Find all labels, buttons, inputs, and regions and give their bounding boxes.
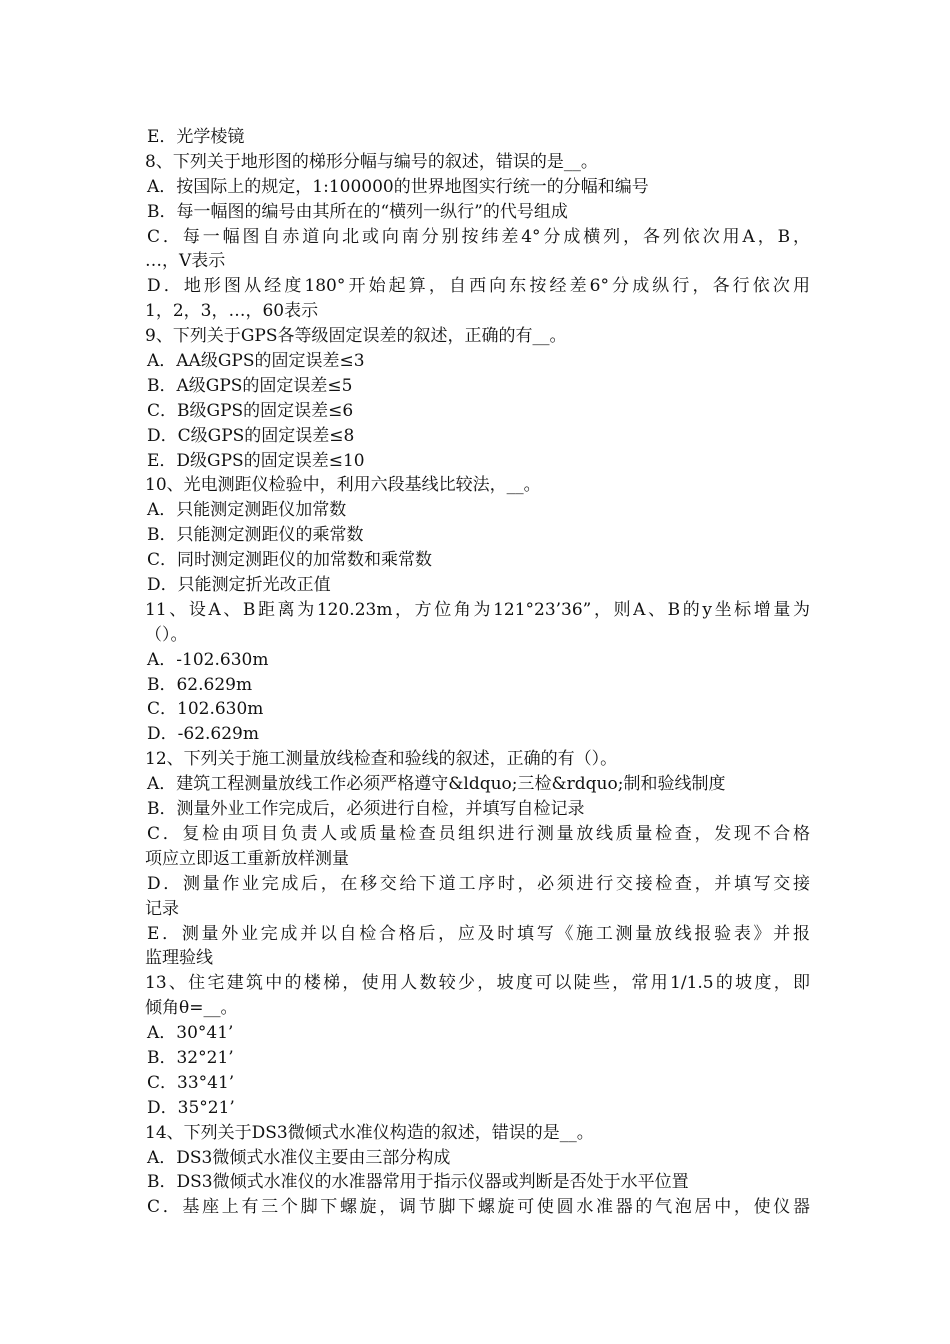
option-line: A．AA级GPS的固定误差≤3 [147, 351, 365, 372]
option-line: E．D级GPS的固定误差≤10 [147, 450, 365, 471]
option-line: E．测量外业完成并以自检合格后，应及时填写《施工测量放线报验表》并报 [147, 923, 810, 944]
question-line: 10、光电测距仪检验中，利用六段基线比较法，__。 [145, 475, 541, 496]
option-line: D．地形图从经度180°开始起算，自西向东按经差6°分成纵行，各行依次用 [147, 276, 810, 297]
continuation-line: （）。 [145, 624, 188, 645]
question-line: 9、下列关于GPS各等级固定误差的叙述，正确的有__。 [145, 326, 567, 347]
option-line: D．测量作业完成后，在移交给下道工序时，必须进行交接检查，并填写交接 [147, 873, 810, 894]
option-line: B．62.629m [147, 674, 253, 695]
option-line: A．建筑工程测量放线工作必须严格遵守&ldquo;三检&rdquo;制和验线制度 [147, 774, 726, 795]
option-line: C．102.630m [147, 699, 264, 720]
continuation-line: 记录 [145, 898, 179, 919]
option-line: C．B级GPS的固定误差≤6 [147, 400, 354, 421]
question-line: 12、下列关于施工测量放线检查和验线的叙述，正确的有（）。 [145, 749, 618, 770]
option-line: C．复检由项目负责人或质量检查员组织进行测量放线质量检查，发现不合格 [147, 823, 810, 844]
option-line: C．每一幅图自赤道向北或向南分别按纬差4°分成横列，各列依次用A，B， [147, 226, 810, 247]
option-line: B．测量外业工作完成后，必须进行自检，并填写自检记录 [147, 799, 585, 820]
document-body [145, 125, 810, 1220]
option-line: B．32°21’ [147, 1047, 234, 1068]
option-line: C．基座上有三个脚下螺旋，调节脚下螺旋可使圆水准器的气泡居中，使仪器 [147, 1197, 810, 1218]
option-line: B．DS3微倾式水准仪的水准器常用于指示仪器或判断是否处于水平位置 [147, 1172, 689, 1193]
option-line: A．只能测定测距仪加常数 [147, 500, 347, 521]
option-line: C．同时测定测距仪的加常数和乘常数 [147, 550, 433, 571]
continuation-line: 项应立即返工重新放样测量 [145, 848, 349, 869]
continuation-line: …，V表示 [145, 251, 226, 272]
option-line: B．只能测定测距仪的乘常数 [147, 525, 364, 546]
question-line: 8、下列关于地形图的梯形分幅与编号的叙述，错误的是__。 [145, 151, 598, 172]
option-line: A．DS3微倾式水准仪主要由三部分构成 [147, 1147, 451, 1168]
continuation-line: 1，2，3，…，60表示 [145, 301, 319, 322]
option-line: B．每一幅图的编号由其所在的“横列一纵行”的代号组成 [147, 201, 568, 222]
option-line: D．-62.629m [147, 724, 259, 745]
question-line: 14、下列关于DS3微倾式水准仪构造的叙述，错误的是__。 [145, 1122, 594, 1143]
question-line: 11、设A、B距离为120.23m，方位角为121°23’36”，则A、B的y坐标增量为 [145, 599, 810, 620]
option-line: D．35°21’ [147, 1097, 235, 1118]
option-line: A．-102.630m [147, 649, 269, 670]
continuation-line: 倾角θ=__。 [145, 998, 238, 1019]
option-line: A．30°41’ [147, 1023, 234, 1044]
continuation-line: 监理验线 [145, 948, 213, 969]
option-line: E．光学棱镜 [147, 127, 245, 147]
option-line: B．A级GPS的固定误差≤5 [147, 375, 353, 396]
question-line: 13、住宅建筑中的楼梯，使用人数较少，坡度可以陡些，常用1/1.5的坡度，即 [145, 973, 810, 994]
option-line: D．C级GPS的固定误差≤8 [147, 425, 355, 446]
option-line: A．按国际上的规定，1:100000的世界地图实行统一的分幅和编号 [147, 176, 649, 197]
option-line: C．33°41’ [147, 1072, 235, 1093]
option-line: D．只能测定折光改正值 [147, 575, 331, 596]
